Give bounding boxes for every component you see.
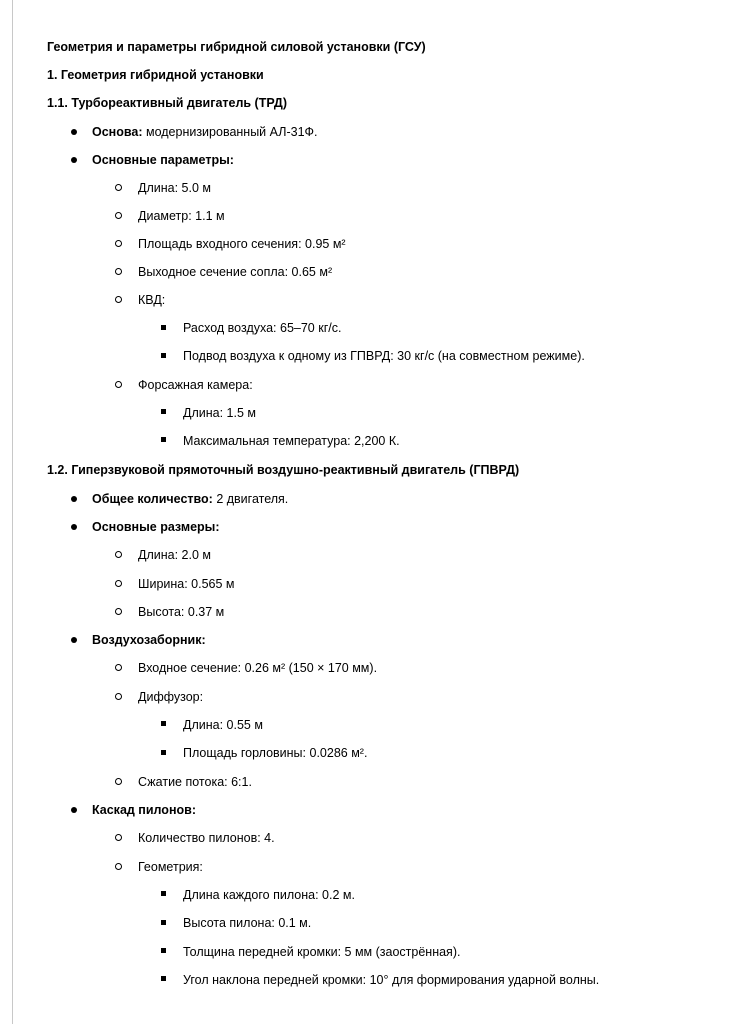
list-item-total-count	[92, 491, 288, 507]
bullet-circle-icon	[115, 212, 122, 219]
bullet-disc-icon	[71, 496, 77, 502]
list-item-ab-max-temp: Максимальная температура: 2,200 К.	[183, 434, 400, 448]
bullet-disc-icon	[71, 524, 77, 530]
bullet-square-icon	[161, 920, 166, 925]
list-item-length: Длина: 5.0 м	[138, 181, 211, 195]
bullet-circle-icon	[115, 296, 122, 303]
page-margin-rule	[12, 0, 13, 1024]
list-item-pylon-count: Количество пилонов: 4.	[138, 831, 275, 845]
list-item-nozzle-exit: Выходное сечение сопла: 0.65 м²	[138, 265, 333, 279]
document-title: Геометрия и параметры гибридной силовой установки (ГСУ)	[47, 40, 426, 54]
bullet-circle-icon	[115, 863, 122, 870]
bullet-square-icon	[161, 976, 166, 981]
list-item-pylon-length: Длина каждого пилона: 0.2 м.	[183, 888, 355, 902]
list-item-pylon-height: Высота пилона: 0.1 м.	[183, 916, 312, 930]
list-item-diff-throat: Площадь горловины: 0.0286 м².	[183, 746, 368, 760]
count-value: 2 двигателя.	[212, 492, 289, 506]
list-item-le-angle: Угол наклона передней кромки: 10° для формирования ударной волны.	[183, 973, 600, 987]
subsection-heading-1-2: 1.2. Гиперзвуковой прямоточный воздушно-реактивный двигатель (ГПВРД)	[47, 463, 520, 477]
list-item-scram-length: Длина: 2.0 м	[138, 548, 211, 562]
list-item-scram-height: Высота: 0.37 м	[138, 605, 225, 619]
bullet-disc-icon	[71, 807, 77, 813]
bullet-circle-icon	[115, 184, 122, 191]
bullet-circle-icon	[115, 381, 122, 388]
bullet-circle-icon	[115, 608, 122, 615]
list-item-afterburner: Форсажная камера:	[138, 378, 253, 392]
list-item-geometry: Геометрия:	[138, 860, 203, 874]
bullet-disc-icon	[71, 637, 77, 643]
bullet-disc-icon	[71, 157, 77, 163]
bullet-square-icon	[161, 948, 166, 953]
list-item-le-thickness: Толщина передней кромки: 5 мм (заострённая).	[183, 945, 461, 959]
list-item-air-supply: Подвод воздуха к одному из ГПВРД: 30 кг/с (на совместном режиме).	[183, 349, 585, 363]
bullet-square-icon	[161, 437, 166, 442]
list-item-diameter: Диаметр: 1.1 м	[138, 209, 225, 223]
list-item-ab-length: Длина: 1.5 м	[183, 406, 256, 420]
bullet-circle-icon	[115, 551, 122, 558]
basis-label: Основа:	[92, 125, 143, 139]
bullet-square-icon	[161, 325, 166, 330]
bullet-disc-icon	[71, 129, 77, 135]
list-item-pylons: Каскад пилонов:	[92, 803, 196, 817]
bullet-square-icon	[161, 353, 166, 358]
bullet-circle-icon	[115, 240, 122, 247]
list-item-main-params: Основные параметры:	[92, 153, 234, 167]
bullet-circle-icon	[115, 580, 122, 587]
list-item-kvd: КВД:	[138, 293, 166, 307]
basis-value: модернизированный АЛ-31Ф.	[142, 125, 318, 139]
list-item-scram-width: Ширина: 0.565 м	[138, 577, 235, 591]
section-heading-1: 1. Геометрия гибридной установки	[47, 68, 264, 82]
bullet-circle-icon	[115, 693, 122, 700]
subsection-heading-1-1: 1.1. Турбореактивный двигатель (ТРД)	[47, 96, 287, 110]
list-item-intake-section: Входное сечение: 0.26 м² (150 × 170 мм).	[138, 661, 378, 675]
list-item-intake: Воздухозаборник:	[92, 633, 206, 647]
bullet-square-icon	[161, 891, 166, 896]
list-item-basis	[92, 124, 318, 140]
list-item-diffuser: Диффузор:	[138, 690, 204, 704]
count-label: Общее количество:	[92, 492, 213, 506]
bullet-circle-icon	[115, 268, 122, 275]
list-item-inlet-area: Площадь входного сечения: 0.95 м²	[138, 237, 346, 251]
bullet-circle-icon	[115, 664, 122, 671]
bullet-circle-icon	[115, 834, 122, 841]
list-item-airflow: Расход воздуха: 65–70 кг/с.	[183, 321, 342, 335]
list-item-diff-length: Длина: 0.55 м	[183, 718, 263, 732]
list-item-main-dims: Основные размеры:	[92, 520, 220, 534]
bullet-circle-icon	[115, 778, 122, 785]
bullet-square-icon	[161, 409, 166, 414]
list-item-compression: Сжатие потока: 6:1.	[138, 775, 252, 789]
bullet-square-icon	[161, 750, 166, 755]
bullet-square-icon	[161, 721, 166, 726]
